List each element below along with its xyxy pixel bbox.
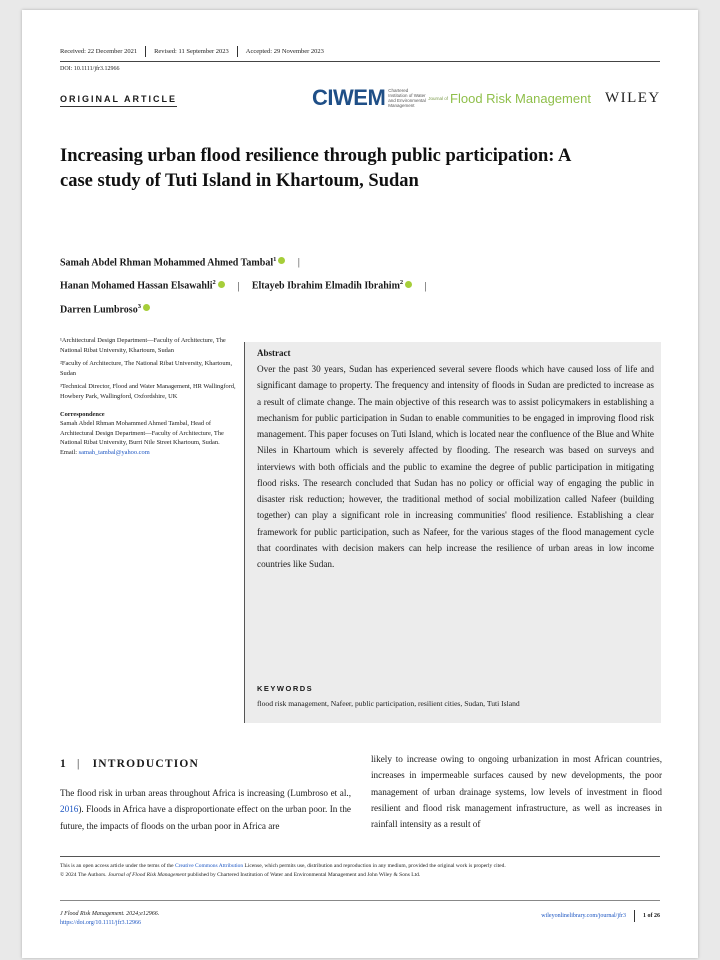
doi-link[interactable]: https://doi.org/10.1111/jfr3.12966 <box>60 920 142 926</box>
affiliation-item: ²Faculty of Architecture, The National Ribat University, Khartoum, Sudan <box>60 360 233 377</box>
correspondence-email <box>60 448 245 458</box>
journal-logo[interactable]: Flood Risk Management <box>450 90 591 106</box>
section-title: INTRODUCTION <box>92 758 200 770</box>
journal-site-link[interactable]: wileyonlinelibrary.com/journal/jfr3 <box>541 913 626 919</box>
affiliation-item: ³Technical Director, Flood and Water Management, HR Wallingford, Howbery Park, Wallingford, Oxfordshire, UK <box>60 383 236 400</box>
keywords-text: flood risk management, Nafeer, public participation, resilient cities, Sudan, Tuti Island <box>257 699 520 708</box>
copyright-line <box>60 871 660 880</box>
section-separator: | <box>77 758 81 770</box>
author-separator: | <box>424 280 427 292</box>
email-label: Email: <box>60 448 78 456</box>
article-title: Increasing urban flood resilience through public participation: A case study of Tuti Island in Khartoum, Sudan <box>60 146 571 191</box>
author-list <box>60 250 660 320</box>
author-separator: | <box>237 280 240 292</box>
correspondence-text: Samah Abdel Rhman Mohammed Ahmed Tambal, Head of Architectural Design Department—Faculty of Architecture, The National Ribat University, Burri Nile Street Khartoum, Sudan. <box>60 420 224 447</box>
ciwem-tagline: Chartered Institution of Water and Environmental Management <box>388 88 426 108</box>
journal-prefix: Journal of <box>428 95 449 101</box>
abstract-text: Over the past 30 years, Sudan has experienced several severe floods which have caused loss of life and significant damage to property. The frequency and intensity of floods in Sudan are predicted to increase as a result of climate change. The main objective of this research was to assist policymakers in establishing a mechanism for public participation in Sudan to enable communities to be engaged in improving flood risk management. This paper focuses on Tuti Island, which is located near the confluence of the Blue and White Niles in Khartoum which is severely affected by flooding. The research was based on surveys and interviews with both officials and the public to examine the degree of public participation in mitigating flood risks. The research concluded that Sudan has no policy or official way of engaging the public in disaster risk reduction; however, the traditional method of social mobilization called Nafeer (building together) can play a significant role in increasing communities' flood resilience. Establishing a clear framework for public participation, such as Nafeer, for the various stages of the flood management cycle that coordinates with decision makers can help increase the resilience of urban areas in low income countries like Sudan. <box>257 364 654 569</box>
history-divider <box>145 46 146 57</box>
orcid-icon[interactable] <box>405 281 412 288</box>
cc-license-link[interactable]: Creative Commons Attribution <box>175 863 244 869</box>
intro-column-left <box>60 785 351 834</box>
author-separator: | <box>297 257 300 269</box>
journal-name-italic: Journal of Flood Risk Management <box>107 872 187 878</box>
page-info <box>482 910 660 922</box>
copyright-text: © 2024 The Authors. <box>60 872 108 878</box>
history-divider <box>237 46 238 57</box>
affiliations-column <box>60 336 245 458</box>
bottom-rule <box>60 900 660 901</box>
footnote-rule <box>60 856 660 857</box>
received-date: Received: 22 December 2021 <box>60 48 138 55</box>
license-footnote <box>60 862 660 880</box>
abstract-heading: Abstract <box>257 348 291 358</box>
author-affil-sup: 2 <box>212 279 216 287</box>
author-affil-sup: 1 <box>273 256 277 263</box>
intro-column-right: likely to increase owing to ongoing urbanization in most African countries, increases in impermeable surfaces caused by new developments, the poor management of urban drainage systems, low levels of investment in flood resilient and flood risk management infrastructure, as well as increases in rainfall intensity as a result of <box>371 754 662 830</box>
email-link[interactable]: samah_tambal@yahoo.com <box>78 448 150 456</box>
logo-bar <box>312 84 662 112</box>
citation-info <box>60 910 159 928</box>
wiley-logo[interactable]: WILEY <box>604 89 661 106</box>
doi[interactable]: DOI: 10.1111/jfr3.12966 <box>60 66 120 72</box>
revised-date: Revised: 11 September 2023 <box>154 48 229 55</box>
license-text: This is an open access article under the terms of the <box>60 863 176 869</box>
license-text: License, which permits use, distribution and reproduction in any medium, provided the original work is properly cited. <box>243 863 506 869</box>
page-number: 1 of 26 <box>643 913 660 919</box>
author-name[interactable]: Eltayeb Ibrahim Elmadih Ibrahim <box>251 280 400 292</box>
orcid-icon[interactable] <box>278 257 285 264</box>
author-affil-sup: 3 <box>137 302 141 310</box>
journal-reference: J Flood Risk Management. 2024;e12966. <box>60 911 160 917</box>
accepted-date: Accepted: 29 November 2023 <box>245 48 324 55</box>
section-label: ORIGINAL ARTICLE <box>60 94 177 107</box>
keywords-heading: KEYWORDS <box>257 684 314 693</box>
citation-link[interactable]: 2016 <box>60 804 79 815</box>
orcid-icon[interactable] <box>218 281 225 288</box>
article-history <box>60 46 324 57</box>
paper-page <box>22 10 698 958</box>
intro-text: The flood risk in urban areas throughout Africa is increasing (Lumbroso et al., <box>60 788 351 798</box>
author-name[interactable]: Hanan Mohamed Hassan Elsawahli <box>60 280 213 292</box>
orcid-icon[interactable] <box>143 304 150 311</box>
history-rule <box>60 61 660 62</box>
section-heading-introduction <box>60 758 199 770</box>
page-divider <box>634 910 635 922</box>
intro-text: ). Floods in Africa have a disproportionate effect on the urban poor. In the future, the impacts of floods on the urban poor in Africa are <box>60 804 351 831</box>
copyright-text: published by Chartered Institution of Water and Environmental Management and John Wiley & Sons Ltd. <box>186 872 421 878</box>
author-name[interactable]: Darren Lumbroso <box>60 303 138 315</box>
section-number: 1 <box>60 758 67 770</box>
affiliation-item: ¹Architectural Design Department—Faculty of Architecture, The National Ribat University, Khartoum, Sudan <box>60 337 226 354</box>
author-affil-sup: 2 <box>399 279 404 287</box>
author-name[interactable]: Samah Abdel Rhman Mohammed Ahmed Tambal <box>60 257 274 269</box>
correspondence-heading: Correspondence <box>60 410 105 418</box>
ciwem-logo[interactable]: CIWEM <box>312 85 386 110</box>
license-line <box>60 862 660 871</box>
